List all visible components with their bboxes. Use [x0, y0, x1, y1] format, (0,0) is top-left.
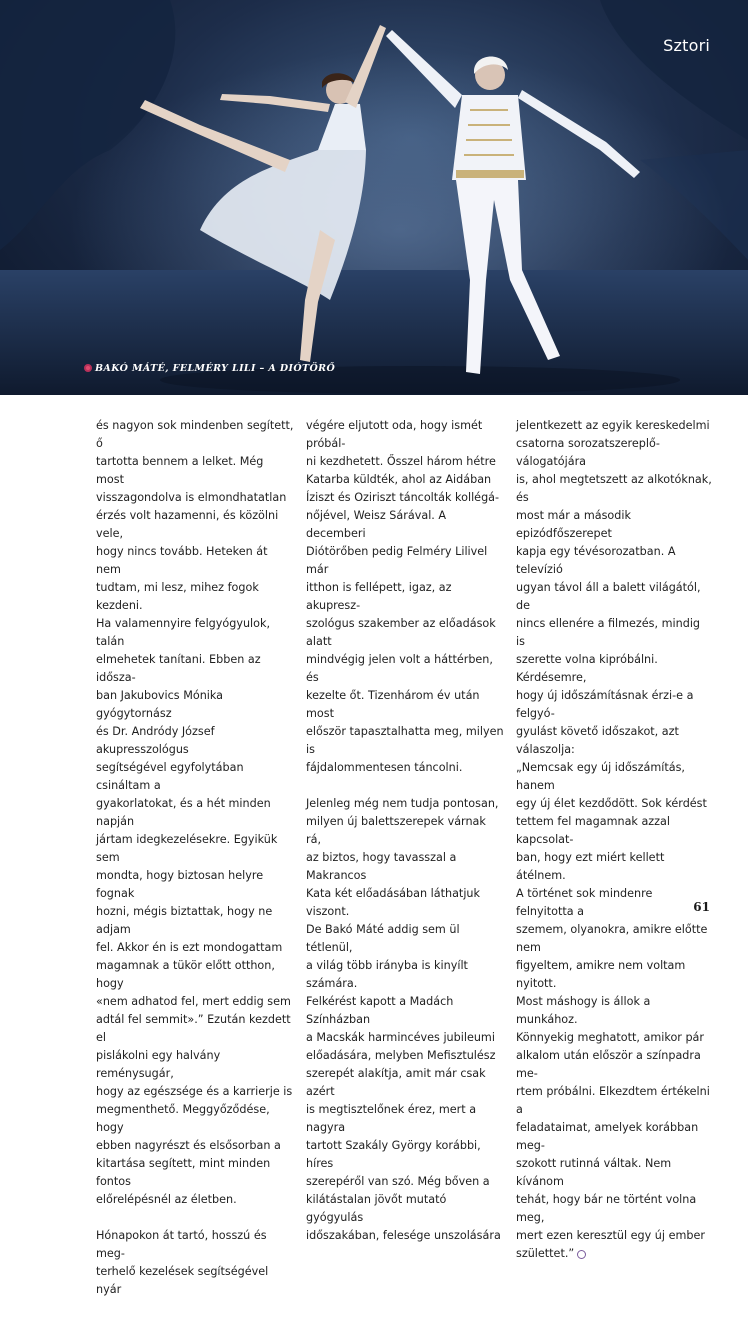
ballet-photo [0, 0, 748, 395]
article-column-1 [96, 417, 294, 1317]
section-label: Sztori [663, 36, 710, 55]
paragraph-final [516, 417, 712, 1263]
paragraph: Jelenleg még nem tudja pontosan, milyen új balettszerepek várnak rá, az biztos, hogy tavasszal a Makrancos Kata két előadásában láthatjuk viszont. De Bakó Máté addig sem ül tétlenül, a világ több irányba is kinyílt számára. Felkérést kapott a Madách Színházban a Macskák harmincéves jubileumi előadására, melyben Mefisztulész szerepét alakítja, amit már csak azért is megtisztelőnek érez, mert a nagyra tartott Szakály György korábbi, híres szerepéről van szó. Még bőven a kilátástalan jövőt mutató gyógyulás időszakában, felesége unszolására [306, 797, 501, 1242]
ballet-scene-illustration [0, 0, 748, 395]
article-column-3 [516, 417, 712, 1281]
paragraph: és nagyon sok mindenben segített, ő tartotta bennem a lelket. Még most visszagondolva is elmondhatatlan érzés volt hazamenni, és közölni vele, hogy nincs tovább. Heteken át nem tudtam, mi lesz, mihez fogok kezdeni. Ha valamennyire felgyógyulok, talán elmehetek tanítani. Ebben az idősza- ban Jakubovics Mónika gyógytornász és Dr. Andródy József akupresszológus segítségével egyfolytában csináltam a gyakorlatokat, és a hét minden napján jártam idegkezelésekre. Egyikük sem mondta, hogy biztosan helyre fognak hozni, mégis biztattak, hogy ne adjam fel. Akkor én is ezt mondogattam magamnak a tükör előtt otthon, hogy «nem adhatod fel, mert eddig sem adtál fel semmit».” Ezután kezdett el pislákolni egy halvány reménysugár, hogy az egészsége és a karrierje is megmenthető. Meggyőződése, hogy ebben nagyrészt és elsősorban a kitartása segített, mint minden fontos előrelépésnél az életben. [96, 419, 294, 1206]
page-number: 61 [693, 900, 710, 914]
photo-caption: BAKÓ MÁTÉ, FELMÉRY LILI – A DIÓTÖRŐ [95, 363, 336, 374]
caption-bullet-icon [84, 364, 92, 372]
paragraph: végére eljutott oda, hogy ismét próbál- ni kezdhetett. Ősszel három hétre Katarba küldték, ahol az Aidában Íziszt és Oziriszt táncolták kollégá- nőjével, Weisz Sárával. A decemberi Diótörőben pedig Felméry Lilivel már itthon is fellépett, igaz, az akupresz- szológus szakember az előadások alatt mindvégig jelen volt a háttérben, és kezelte őt. Tizenhárom év után most először tapasztalhatta meg, milyen is fájdalommentesen táncolni. [306, 419, 504, 774]
paragraph-text: jelentkezett az egyik kereskedelmi csatorna sorozatszereplő-válogatójára is, ahol megtetszett az alkotóknak, és most már a második epizódfőszerepet kapja egy tévésorozatban. A televízió ugyan távol áll a balett világától, de nincs ellenére a filmezés, mindig is szerette volna kipróbálni. Kérdésemre, hogy új időszámításnak érzi-e a felgyó- gyulást követő időszakot, azt válaszolja: „Nemcsak egy új időszámítás, hanem egy új élet kezdődött. Sok kérdést tettem fel magamnak azzal kapcsolat- ban, hogy ezt miért kellett átélnem. A történet sok mindenre felnyitotta a szemem, olyanokra, amikre előtte nem figyeltem, amikre nem voltam nyitott. Most máshogy is állok a munkához. Könnyekig meghatott, amikor pár alkalom után először a színpadra me- rtem próbálni. Elkezdtem értékelni a feladataimat, amelyek korábban meg- szokott rutinná váltak. Nem kívánom tehát, hogy bár ne történt volna meg, mert ezen keresztül egy új ember születtet.” [516, 419, 712, 1260]
end-of-article-icon [577, 1250, 586, 1259]
article-column-2 [306, 417, 504, 1263]
paragraph: Hónapokon át tartó, hosszú és meg- terhelő kezelések segítségével nyár [96, 1229, 269, 1296]
